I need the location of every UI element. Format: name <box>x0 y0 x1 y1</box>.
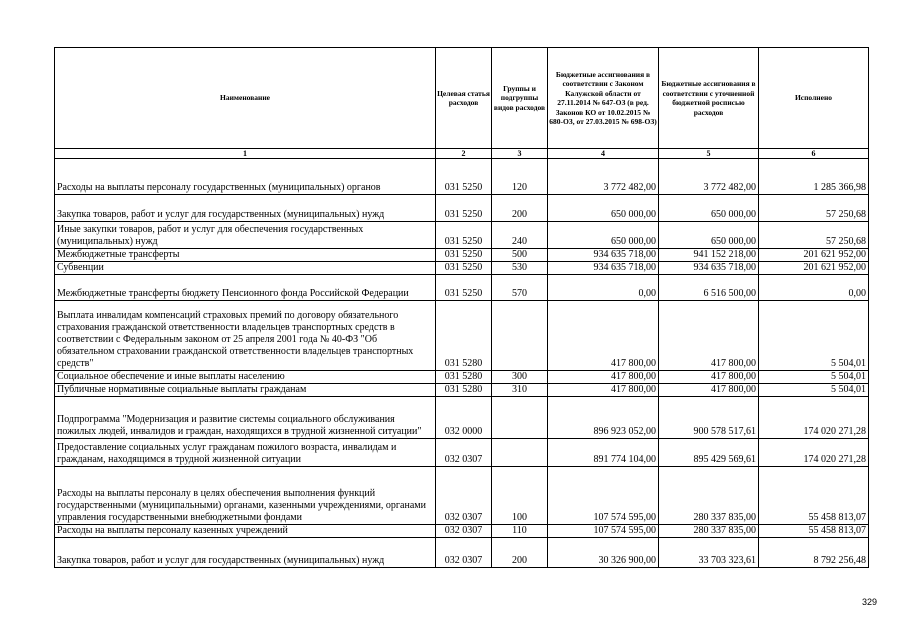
row-revised: 417 800,00 <box>659 384 759 397</box>
row-executed: 201 621 952,00 <box>759 249 869 262</box>
row-name: Субвенции <box>55 262 436 275</box>
column-number: 1 <box>55 149 436 159</box>
row-executed: 55 458 813,07 <box>759 467 869 525</box>
header-law: Бюджетные ассигнования в соответствии с Законом Калужской области от 27.11.2014 № 647-ОЗ (в ред. Законов КО от 10.02.2015 № 680-ОЗ, от 27.03.2015 № 698-ОЗ) <box>548 48 659 149</box>
row-target: 031 5280 <box>436 301 492 371</box>
row-executed: 174 020 271,28 <box>759 439 869 467</box>
row-law: 107 574 595,00 <box>548 467 659 525</box>
row-group <box>492 301 548 371</box>
row-revised: 941 152 218,00 <box>659 249 759 262</box>
table-row <box>55 384 869 397</box>
page-number: 329 <box>862 597 878 607</box>
row-executed: 0,00 <box>759 275 869 301</box>
row-target: 031 5250 <box>436 262 492 275</box>
row-target: 031 5280 <box>436 371 492 384</box>
table-row <box>55 371 869 384</box>
row-name: Предоставление социальных услуг гражданам пожилого возраста, инвалидам и гражданам, находящимся в трудной жизненной ситуации <box>55 439 436 467</box>
row-revised: 33 703 323,61 <box>659 538 759 568</box>
row-law: 417 800,00 <box>548 371 659 384</box>
row-law: 3 772 482,00 <box>548 159 659 195</box>
row-law: 891 774 104,00 <box>548 439 659 467</box>
row-target: 031 5280 <box>436 384 492 397</box>
row-target: 032 0000 <box>436 397 492 439</box>
header-revised: Бюджетные ассигнования в соответствии с уточненной бюджетной росписью расходов <box>659 48 759 149</box>
row-law: 896 923 052,00 <box>548 397 659 439</box>
row-name: Публичные нормативные социальные выплаты гражданам <box>55 384 436 397</box>
table-row <box>55 525 869 538</box>
column-number: 5 <box>659 149 759 159</box>
row-executed: 8 792 256,48 <box>759 538 869 568</box>
row-name: Подпрограмма "Модернизация и развитие системы социального обслуживания пожилых людей, инвалидов и граждан, находящихся в трудной жизненной ситуации" <box>55 397 436 439</box>
table-row <box>55 249 869 262</box>
row-law: 934 635 718,00 <box>548 262 659 275</box>
row-revised: 895 429 569,61 <box>659 439 759 467</box>
row-law: 650 000,00 <box>548 222 659 249</box>
table-header-row <box>55 48 869 149</box>
row-revised: 6 516 500,00 <box>659 275 759 301</box>
row-executed: 55 458 813,07 <box>759 525 869 538</box>
row-revised: 650 000,00 <box>659 195 759 222</box>
row-name: Социальное обеспечение и иные выплаты населению <box>55 371 436 384</box>
budget-table-sheet <box>54 47 868 568</box>
row-target: 031 5250 <box>436 222 492 249</box>
row-group: 300 <box>492 371 548 384</box>
row-name: Расходы на выплаты персоналу казенных учреждений <box>55 525 436 538</box>
header-target: Целевая статья расходов <box>436 48 492 149</box>
column-number: 6 <box>759 149 869 159</box>
table-row <box>55 439 869 467</box>
row-revised: 3 772 482,00 <box>659 159 759 195</box>
row-executed: 5 504,01 <box>759 371 869 384</box>
row-target: 032 0307 <box>436 467 492 525</box>
row-revised: 417 800,00 <box>659 301 759 371</box>
row-group: 110 <box>492 525 548 538</box>
row-law: 417 800,00 <box>548 384 659 397</box>
row-target: 031 5250 <box>436 249 492 262</box>
row-executed: 57 250,68 <box>759 195 869 222</box>
row-revised: 934 635 718,00 <box>659 262 759 275</box>
header-group: Группы и подгруппы видов расходов <box>492 48 548 149</box>
row-target: 031 5250 <box>436 275 492 301</box>
column-number: 3 <box>492 149 548 159</box>
table-row <box>55 159 869 195</box>
row-name: Межбюджетные трансферты <box>55 249 436 262</box>
row-target: 031 5250 <box>436 159 492 195</box>
table-row <box>55 467 869 525</box>
row-group: 240 <box>492 222 548 249</box>
row-law: 0,00 <box>548 275 659 301</box>
row-group: 570 <box>492 275 548 301</box>
row-law: 107 574 595,00 <box>548 525 659 538</box>
row-law: 30 326 900,00 <box>548 538 659 568</box>
row-group: 200 <box>492 538 548 568</box>
row-name: Выплата инвалидам компенсаций страховых премий по договору обязательного страхования гражданской ответственности владельцев транспортных средств в соответствии с Федеральным законом от 25 апреля 2001 года № 40-ФЗ "Об обязательном страховании гражданской ответственности владельцев транспортных средств" <box>55 301 436 371</box>
row-target: 032 0307 <box>436 525 492 538</box>
row-law: 650 000,00 <box>548 195 659 222</box>
row-name: Расходы на выплаты персоналу государственных (муниципальных) органов <box>55 159 436 195</box>
row-executed: 1 285 366,98 <box>759 159 869 195</box>
row-name: Закупка товаров, работ и услуг для государственных (муниципальных) нужд <box>55 195 436 222</box>
row-name: Иные закупки товаров, работ и услуг для обеспечения государственных (муниципальных) нужд <box>55 222 436 249</box>
row-group: 530 <box>492 262 548 275</box>
header-executed: Исполнено <box>759 48 869 149</box>
row-group: 200 <box>492 195 548 222</box>
column-number-row <box>55 149 869 159</box>
budget-table <box>54 47 869 568</box>
row-law: 417 800,00 <box>548 301 659 371</box>
table-row <box>55 301 869 371</box>
row-revised: 280 337 835,00 <box>659 525 759 538</box>
row-group: 500 <box>492 249 548 262</box>
row-executed: 174 020 271,28 <box>759 397 869 439</box>
table-row <box>55 397 869 439</box>
table-row <box>55 222 869 249</box>
row-revised: 417 800,00 <box>659 371 759 384</box>
row-target: 032 0307 <box>436 538 492 568</box>
table-row <box>55 195 869 222</box>
row-revised: 900 578 517,61 <box>659 397 759 439</box>
header-name: Наименование <box>55 48 436 149</box>
column-number: 4 <box>548 149 659 159</box>
row-name: Закупка товаров, работ и услуг для государственных (муниципальных) нужд <box>55 538 436 568</box>
row-group: 120 <box>492 159 548 195</box>
row-revised: 280 337 835,00 <box>659 467 759 525</box>
row-group <box>492 397 548 439</box>
table-row <box>55 538 869 568</box>
row-executed: 5 504,01 <box>759 301 869 371</box>
row-executed: 5 504,01 <box>759 384 869 397</box>
row-revised: 650 000,00 <box>659 222 759 249</box>
row-target: 031 5250 <box>436 195 492 222</box>
row-law: 934 635 718,00 <box>548 249 659 262</box>
row-target: 032 0307 <box>436 439 492 467</box>
row-executed: 57 250,68 <box>759 222 869 249</box>
table-row <box>55 275 869 301</box>
row-executed: 201 621 952,00 <box>759 262 869 275</box>
column-number: 2 <box>436 149 492 159</box>
row-group <box>492 439 548 467</box>
row-group: 310 <box>492 384 548 397</box>
table-row <box>55 262 869 275</box>
row-name: Расходы на выплаты персоналу в целях обеспечения выполнения функций государственными (муниципальными) органами, казенными учреждениями, органами управления государственными внебюджетными фондами <box>55 467 436 525</box>
row-group: 100 <box>492 467 548 525</box>
row-name: Межбюджетные трансферты бюджету Пенсионного фонда Российской Федерации <box>55 275 436 301</box>
